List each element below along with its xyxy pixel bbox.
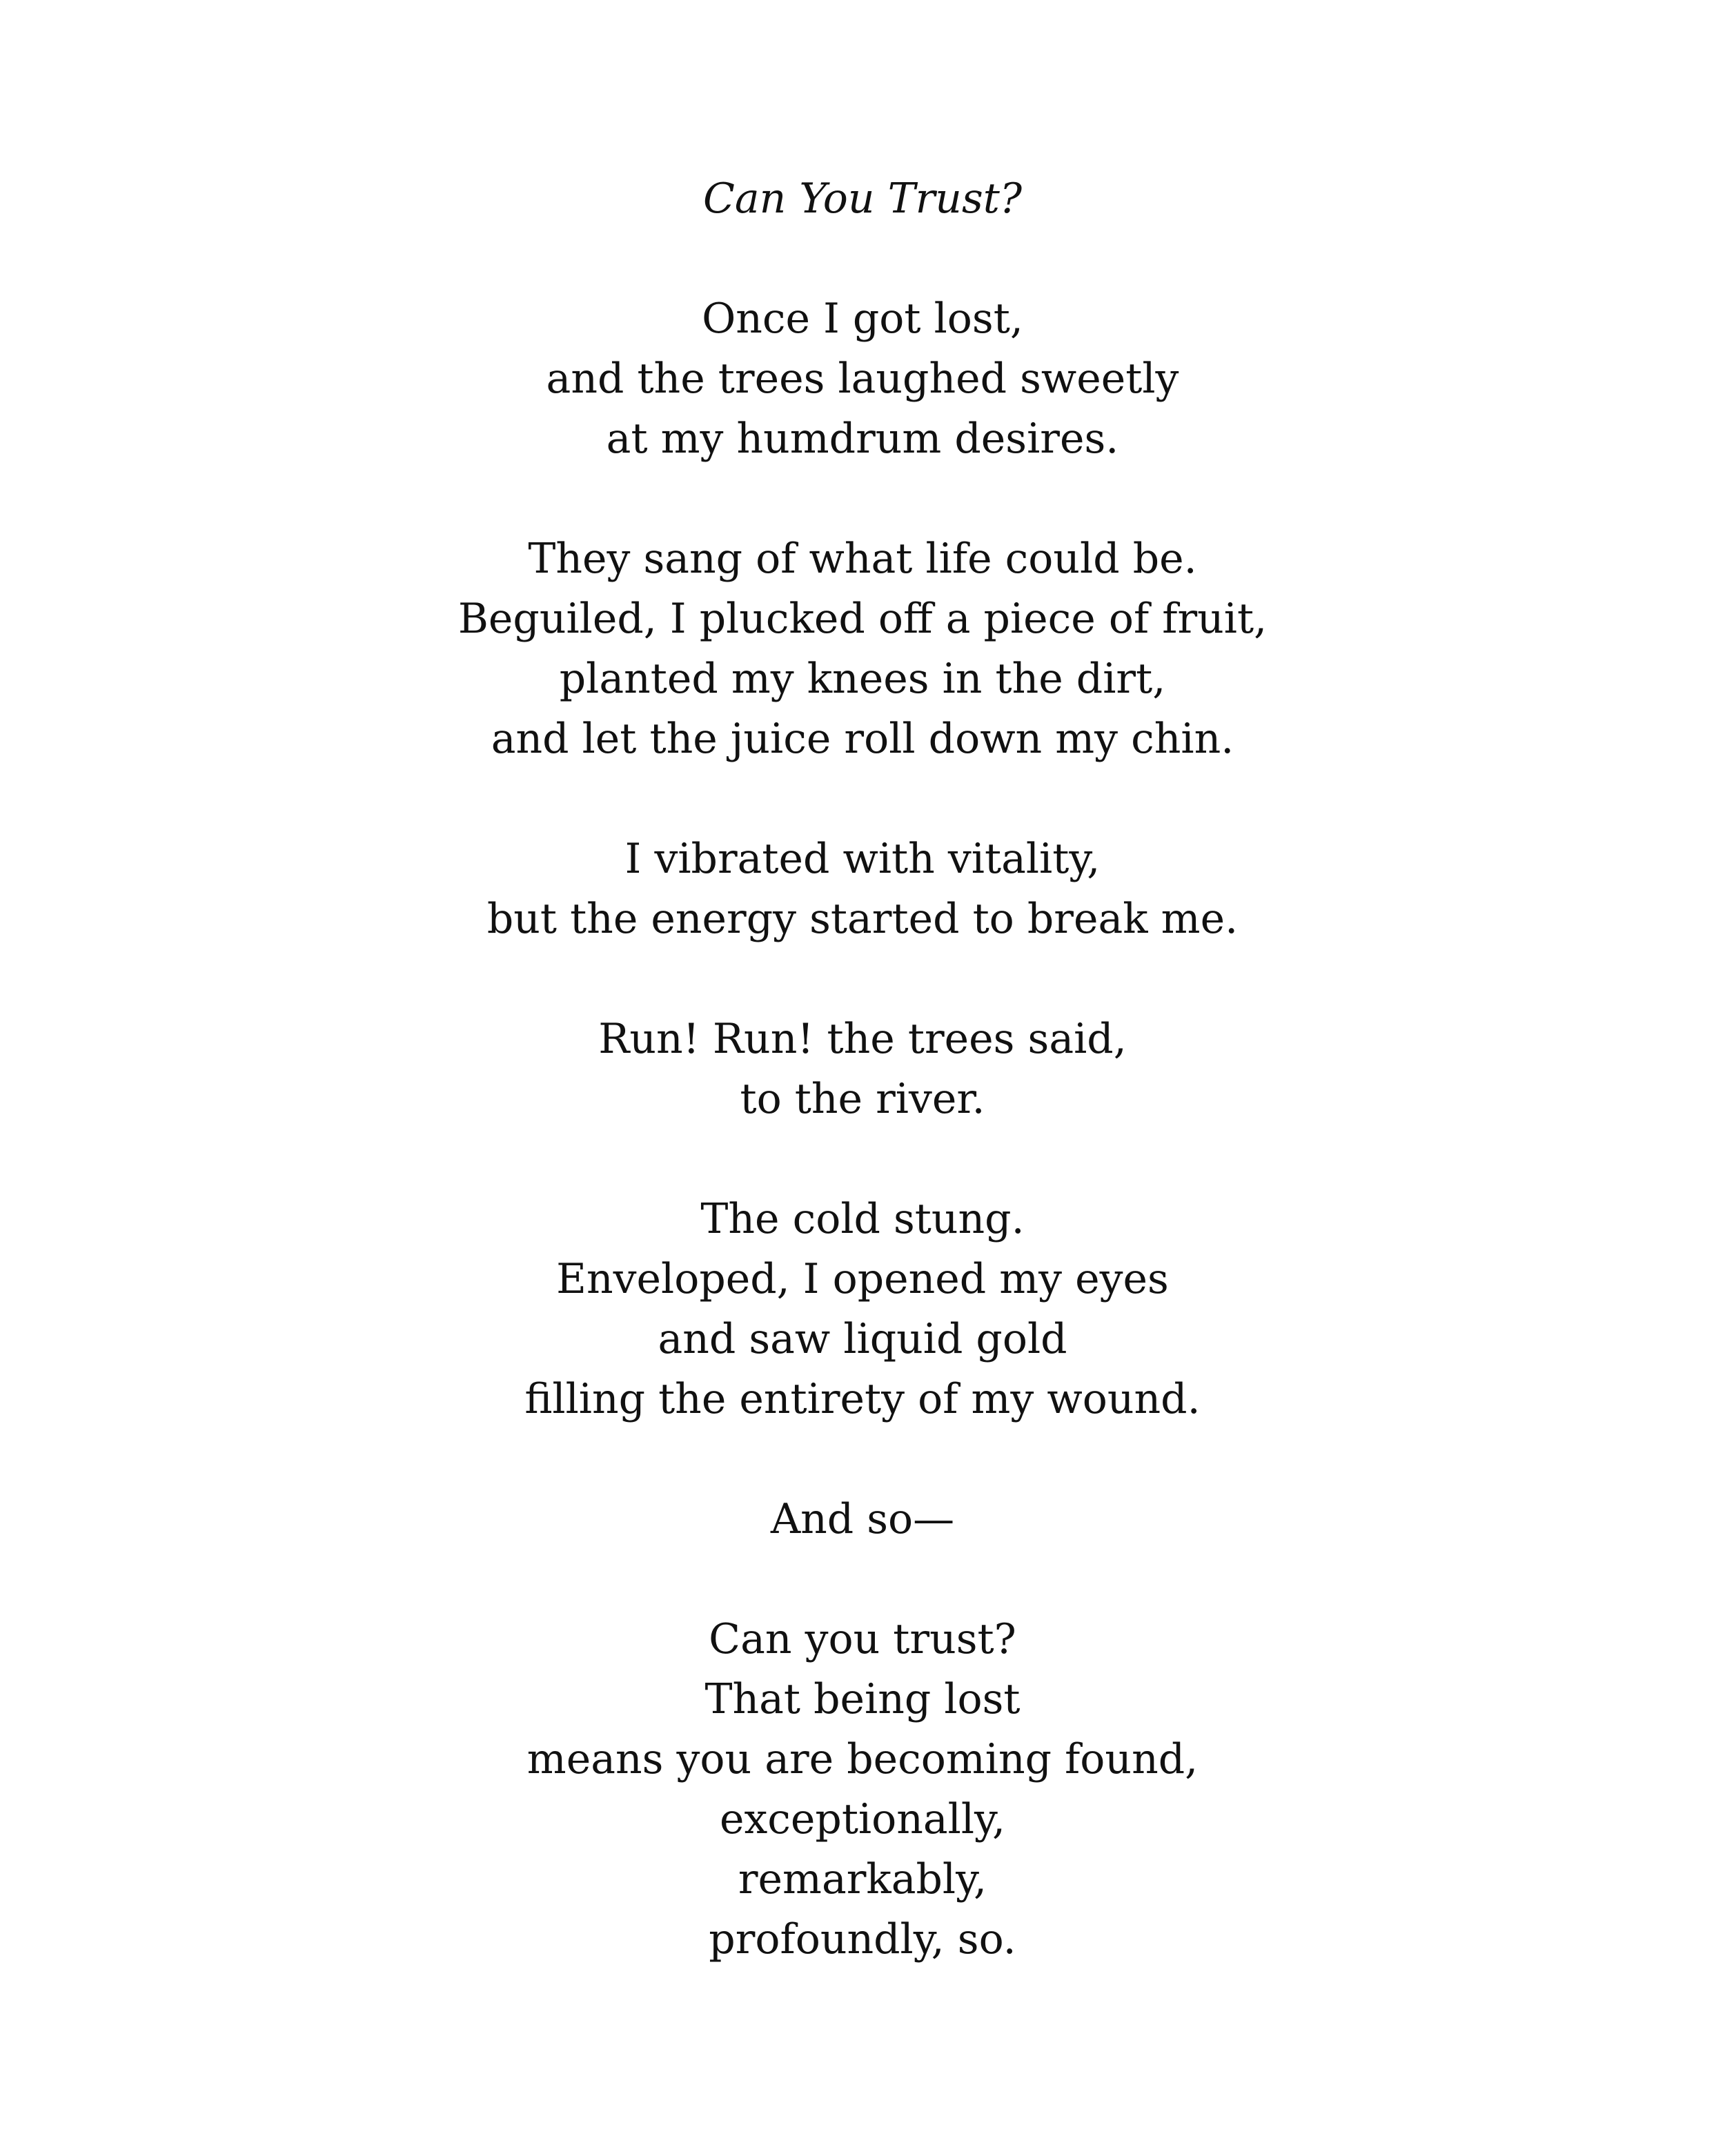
poem-line: profoundly, so. (709, 1915, 1016, 1964)
poem-line: Enveloped, I opened my eyes (556, 1255, 1169, 1303)
stanza-4 (0, 1009, 1725, 1129)
poem-line: at my humdrum desires. (606, 415, 1119, 463)
poem (0, 168, 1725, 1970)
poem-line: Once I got lost, (702, 295, 1023, 343)
poem-line: planted my knees in the dirt, (559, 655, 1166, 703)
stanza-5 (0, 1189, 1725, 1430)
stanza-6 (0, 1490, 1725, 1550)
poem-line: That being lost (704, 1675, 1021, 1723)
poem-line: Beguiled, I plucked off a piece of fruit, (457, 595, 1268, 643)
poem-line: Can you trust? (709, 1615, 1016, 1663)
poem-line: Run! Run! the trees said, (598, 1015, 1127, 1063)
poem-line: They sang of what life could be. (528, 535, 1197, 583)
poem-line: and let the juice roll down my chin. (491, 715, 1234, 763)
poem-line: The cold stung. (700, 1195, 1025, 1243)
poem-line: exceptionally, (719, 1795, 1006, 1843)
poem-line: remarkably, (738, 1855, 987, 1903)
poem-line: and saw liquid gold (658, 1315, 1067, 1363)
poem-line: filling the entirety of my wound. (524, 1375, 1201, 1423)
poem-title: Can You Trust? (702, 175, 1023, 223)
stanza-3 (0, 829, 1725, 949)
poem-line: to the river. (740, 1075, 985, 1123)
stanza-1 (0, 289, 1725, 469)
poem-line: but the energy started to break me. (486, 895, 1239, 943)
poem-line: I vibrated with vitality, (624, 835, 1101, 883)
stanza-7 (0, 1610, 1725, 1970)
poem-line: means you are becoming found, (526, 1735, 1199, 1783)
poem-line: And so— (770, 1495, 955, 1543)
stanza-2 (0, 529, 1725, 769)
poem-line: and the trees laughed sweetly (546, 355, 1179, 403)
